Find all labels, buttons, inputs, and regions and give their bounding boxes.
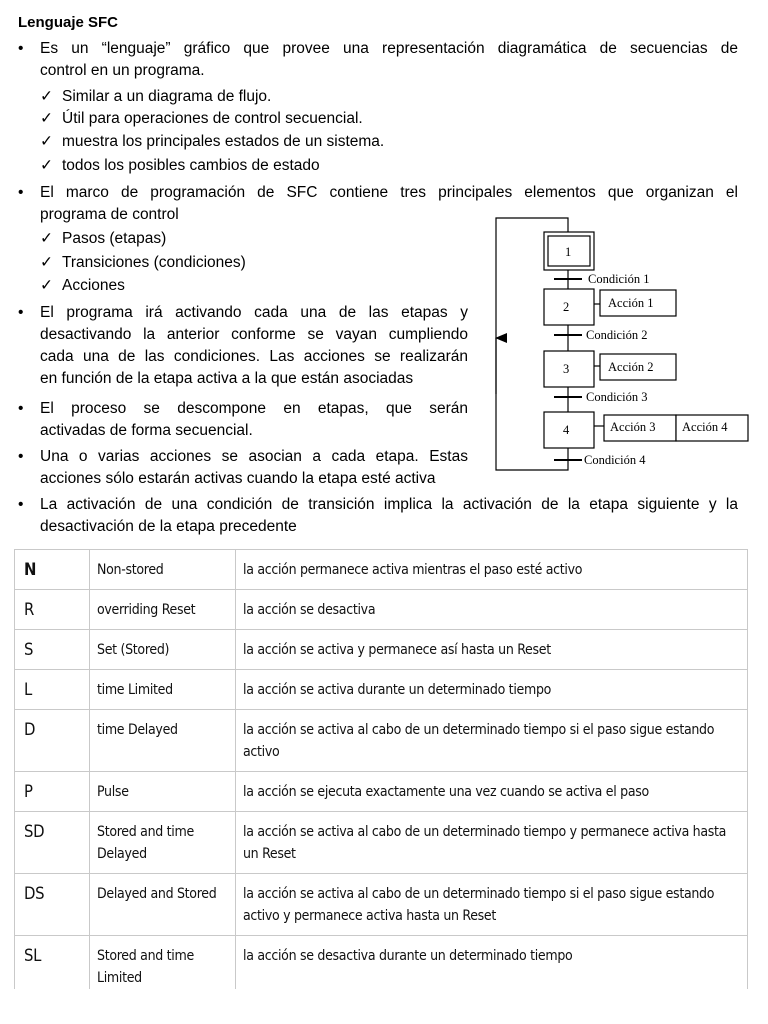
qualifier-code: S xyxy=(15,630,90,670)
page-title: Lenguaje SFC xyxy=(18,14,119,31)
table-row xyxy=(15,772,748,812)
qualifier-description: la acción se desactiva xyxy=(236,590,748,630)
bullet-line: desactivación de la etapa precedente xyxy=(40,518,297,535)
table-row xyxy=(15,670,748,710)
condition-label-4: Condición 4 xyxy=(584,453,646,467)
bullet-line: La activación de una condición de transición implica la activación de la etapa siguiente y la xyxy=(40,496,738,513)
qualifier-description: la acción permanece activa mientras el paso esté activo xyxy=(236,550,748,590)
table-row xyxy=(15,630,748,670)
sfc-diagram xyxy=(488,214,750,476)
qualifier-description: la acción se ejecuta exactamente una vez cuando se activa el paso xyxy=(236,772,748,812)
bullet-dot: • xyxy=(18,304,24,321)
qualifier-name: Stored and time Delayed xyxy=(90,812,236,874)
qualifier-description: la acción se activa al cabo de un determinado tiempo si el paso sigue estando activo xyxy=(236,710,748,772)
check-item: ✓ Similar a un diagrama de flujo. xyxy=(40,86,271,108)
qualifier-code: D xyxy=(15,710,90,772)
bullet-line: programa de control xyxy=(40,206,179,223)
bullet-item-3 xyxy=(18,302,468,390)
condition-label-2: Condición 2 xyxy=(586,328,648,342)
check-icon: ✓ xyxy=(40,230,53,247)
bullet-line: desactivando la anterior conforme se vayan cumpliendo xyxy=(40,326,468,343)
table-row xyxy=(15,874,748,936)
qualifier-code: SL xyxy=(15,936,90,990)
step-label-1: 1 xyxy=(565,245,572,259)
bullet-dot: • xyxy=(18,184,24,201)
bullet-dot: • xyxy=(18,40,24,57)
bullet-line: control en un programa. xyxy=(40,62,205,79)
qualifier-name: Set (Stored) xyxy=(90,630,236,670)
bullet-line: El marco de programación de SFC contiene tres principales elementos que organizan el xyxy=(40,184,738,201)
qualifier-code: P xyxy=(15,772,90,812)
bullet-dot: • xyxy=(18,448,24,465)
qualifier-name: Non-stored xyxy=(90,550,236,590)
qualifier-name: Pulse xyxy=(90,772,236,812)
bullet-item-5 xyxy=(18,446,468,490)
qualifier-name: Delayed and Stored xyxy=(90,874,236,936)
table-row xyxy=(15,590,748,630)
check-item: ✓ Pasos (etapas) xyxy=(40,228,166,250)
bullet-line: activadas de forma secuencial. xyxy=(40,422,253,439)
bullet-line: Es un “lenguaje” gráfico que provee una representación diagramática de secuencias de xyxy=(40,40,738,57)
qualifier-name: time Delayed xyxy=(90,710,236,772)
bullet-item-1 xyxy=(18,38,738,82)
bullet-dot: • xyxy=(18,400,24,417)
qualifier-code: DS xyxy=(15,874,90,936)
qualifier-code: R xyxy=(15,590,90,630)
table-row xyxy=(15,936,748,990)
bullet-dot: • xyxy=(18,496,24,513)
bullet-item-6 xyxy=(18,494,738,538)
qualifier-description: la acción se activa durante un determinado tiempo xyxy=(236,670,748,710)
condition-label-1: Condición 1 xyxy=(588,272,650,286)
check-item: ✓ Útil para operaciones de control secuencial. xyxy=(40,108,363,130)
table-row xyxy=(15,812,748,874)
bullet-line: cada una de las condiciones. Las acciones se realizarán xyxy=(40,348,468,365)
check-item: ✓ muestra los principales estados de un sistema. xyxy=(40,131,384,153)
check-item: ✓ Transiciones (condiciones) xyxy=(40,252,246,274)
table-row xyxy=(15,550,748,590)
step-label-4: 4 xyxy=(563,423,570,437)
check-icon: ✓ xyxy=(40,133,53,150)
check-icon: ✓ xyxy=(40,254,53,271)
qualifier-name: time Limited xyxy=(90,670,236,710)
action-label-4: Acción 4 xyxy=(682,420,728,434)
check-icon: ✓ xyxy=(40,88,53,105)
check-item: ✓ todos los posibles cambios de estado xyxy=(40,155,320,177)
check-icon: ✓ xyxy=(40,110,53,127)
bullet-line: El proceso se descompone en etapas, que serán xyxy=(40,400,468,417)
qualifier-description: la acción se activa al cabo de un determinado tiempo y permanece activa hasta un Reset xyxy=(236,812,748,874)
bullet-line: Una o varias acciones se asocian a cada etapa. Estas xyxy=(40,448,468,465)
action-label-1: Acción 1 xyxy=(608,296,654,310)
qualifier-name: Stored and time Limited xyxy=(90,936,236,990)
qualifier-code: L xyxy=(15,670,90,710)
bullet-item-4 xyxy=(18,398,468,442)
condition-label-3: Condición 3 xyxy=(586,390,648,404)
qualifier-name: overriding Reset xyxy=(90,590,236,630)
table-row xyxy=(15,710,748,772)
qualifier-description: la acción se activa y permanece así hasta un Reset xyxy=(236,630,748,670)
qualifier-code: SD xyxy=(15,812,90,874)
step-label-3: 3 xyxy=(563,362,570,376)
action-label-3: Acción 3 xyxy=(610,420,656,434)
qualifier-description: la acción se desactiva durante un determinado tiempo xyxy=(236,936,748,990)
bullet-line: acciones sólo estarán activas cuando la etapa esté activa xyxy=(40,470,436,487)
bullet-line: El programa irá activando cada una de las etapas y xyxy=(40,304,468,321)
action-qualifier-table-wrapper xyxy=(14,549,748,989)
qualifier-code: N xyxy=(15,550,90,590)
check-icon: ✓ xyxy=(40,157,53,174)
step-label-2: 2 xyxy=(563,300,570,314)
check-item: ✓ Acciones xyxy=(40,275,125,297)
action-qualifier-table xyxy=(14,549,748,989)
action-label-2: Acción 2 xyxy=(608,360,654,374)
check-icon: ✓ xyxy=(40,277,53,294)
bullet-line: en función de la etapa activa a la que están asociadas xyxy=(40,370,414,387)
qualifier-description: la acción se activa al cabo de un determinado tiempo si el paso sigue estando activo y permanece activa hasta un Reset xyxy=(236,874,748,936)
